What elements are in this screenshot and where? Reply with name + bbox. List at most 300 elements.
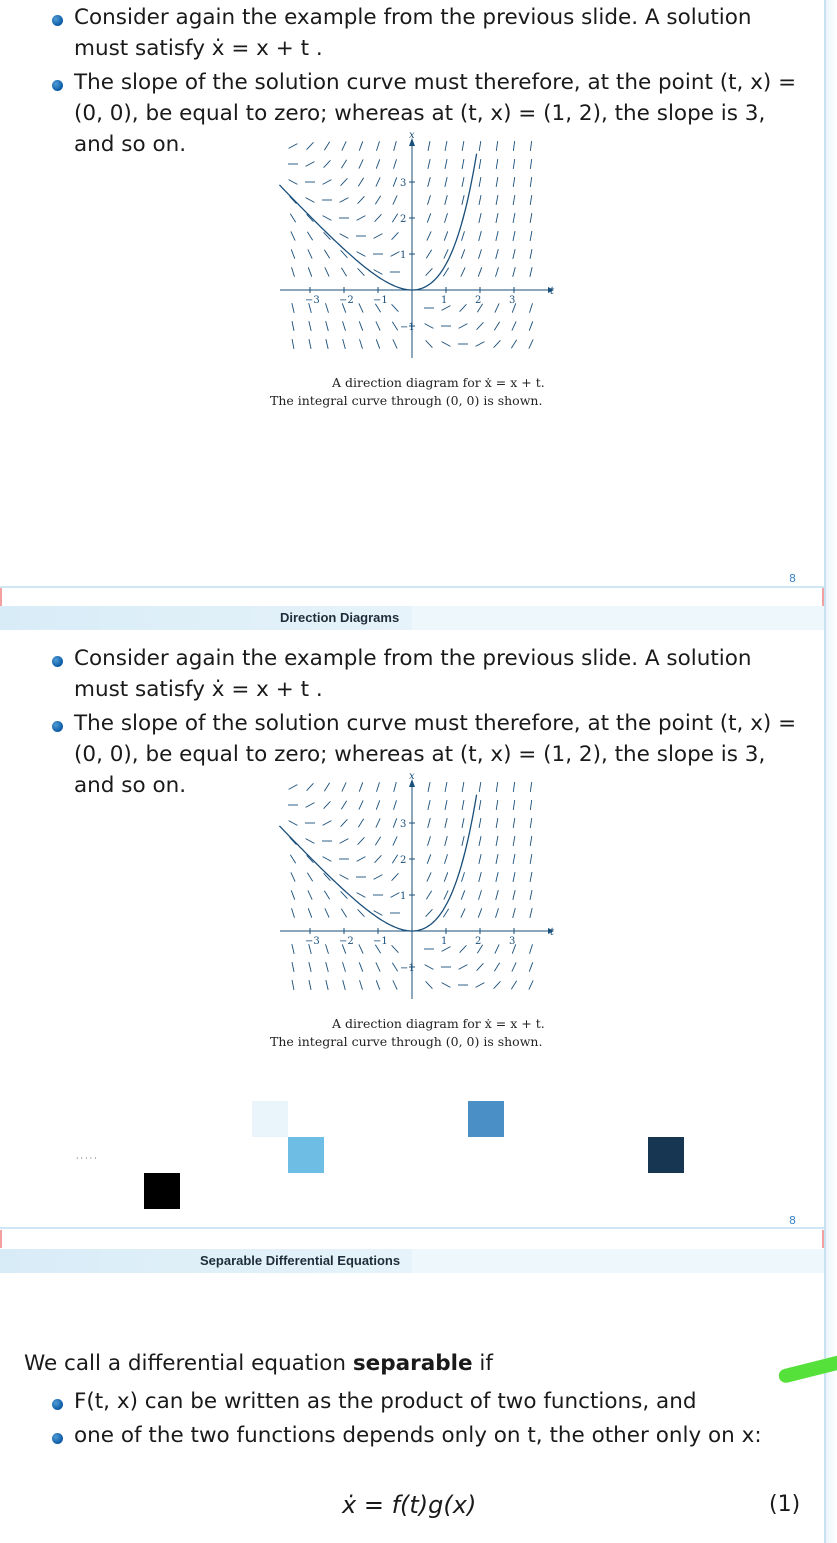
bullet-icon: [52, 1399, 63, 1410]
slope-segment: [376, 800, 380, 809]
slope-segment: [340, 234, 349, 239]
slope-segment: [427, 195, 430, 205]
slope-segment: [358, 268, 365, 275]
t-tick-label: −3: [305, 295, 320, 306]
slope-segment: [529, 303, 532, 313]
slope-segment: [495, 944, 499, 953]
slope-segment: [428, 159, 430, 169]
slope-segment: [513, 267, 516, 277]
slope-segment: [426, 268, 433, 275]
bullet-icon: [52, 1433, 63, 1444]
slope-segment: [445, 836, 448, 846]
slope-segment: [323, 180, 332, 185]
slope-segment: [325, 303, 328, 313]
slope-segment: [326, 980, 328, 990]
slope-segment: [376, 782, 379, 792]
slope-segment: [479, 195, 481, 205]
slope-segment: [289, 785, 298, 790]
slope-segment: [426, 340, 433, 347]
bullet-icon: [52, 721, 63, 732]
x-tick-label: 1: [400, 891, 407, 902]
slope-segment: [496, 800, 498, 810]
slope-segment: [496, 782, 497, 792]
slope-segment: [462, 141, 464, 151]
slope-segment: [359, 980, 362, 990]
slope-segment: [529, 944, 532, 954]
figure-caption-line1: A direction diagram for ẋ = x + t.: [332, 375, 545, 390]
slope-segment: [513, 249, 515, 259]
slope-segment: [479, 854, 481, 864]
slope-segment: [340, 839, 349, 844]
t-tick-label: 1: [441, 936, 448, 947]
slope-segment: [392, 214, 397, 222]
slope-segment: [513, 141, 514, 151]
slope-segment: [425, 324, 434, 329]
slope-segment: [394, 141, 397, 151]
slope-segment: [357, 216, 366, 221]
slide-header-bar-right: [412, 1249, 824, 1273]
slope-segment: [496, 854, 498, 864]
intro-bold-term: separable: [352, 1351, 473, 1376]
slope-segment: [325, 267, 329, 276]
slope-segment: [426, 909, 433, 916]
slope-segment: [376, 818, 380, 827]
slope-segment: [359, 962, 363, 971]
slope-segment: [494, 322, 499, 330]
slope-segment: [393, 800, 396, 810]
slope-segment: [460, 945, 467, 952]
x-tick-label: 2: [400, 855, 407, 866]
slope-segment: [530, 267, 532, 277]
slope-segment: [340, 875, 349, 880]
t-axis-label: t: [550, 286, 555, 297]
slide-divider: [0, 1227, 824, 1229]
render-artifact-square: [468, 1101, 504, 1137]
slope-segment: [357, 252, 366, 257]
slide-direction-diagrams-b: [0, 641, 824, 1231]
slope-segment: [374, 234, 383, 239]
slope-segment: [306, 198, 315, 203]
slope-segment: [461, 267, 465, 276]
slope-segment: [530, 818, 531, 828]
slope-segment: [289, 821, 298, 826]
slope-segment: [496, 818, 498, 828]
slope-segment: [461, 231, 464, 241]
slope-segment: [375, 855, 382, 862]
slope-segment: [376, 321, 380, 330]
slope-segment: [479, 213, 481, 223]
slope-segment: [513, 213, 515, 223]
slope-segment: [496, 177, 498, 187]
bullet-item: [52, 643, 812, 705]
t-axis-label: t: [550, 927, 555, 938]
slide-header-bar-right: [412, 606, 824, 630]
slope-segment: [442, 306, 451, 311]
slope-segment: [427, 872, 431, 881]
slope-segment: [460, 304, 467, 311]
slope-segment: [292, 944, 294, 954]
slope-segment: [462, 818, 464, 828]
t-tick-label: −1: [373, 936, 388, 947]
slope-segment: [326, 321, 329, 331]
slope-segment: [306, 803, 315, 808]
slope-segment: [325, 944, 328, 954]
slope-segment: [445, 800, 447, 810]
slope-segment: [495, 303, 499, 312]
slope-segment: [462, 800, 464, 810]
t-tick-label: 2: [475, 936, 482, 947]
render-artifact-square: [288, 1137, 324, 1173]
equation-number: (1): [769, 1492, 801, 1517]
slope-segment: [391, 252, 400, 257]
slope-segment: [426, 981, 433, 988]
slope-segment: [308, 908, 312, 917]
slope-segment: [496, 231, 498, 241]
slide-header-title: Separable Differential Equations: [200, 1253, 401, 1268]
slope-segment: [530, 231, 532, 241]
render-artifact-square: [648, 1137, 684, 1173]
slope-segment: [359, 944, 363, 953]
slope-segment: [478, 267, 482, 276]
x-tick-label: −1: [400, 963, 415, 974]
slope-segment: [530, 890, 532, 900]
x-axis-label: x: [409, 132, 415, 141]
bullet-icon: [52, 656, 63, 667]
slope-segment: [461, 908, 465, 917]
slope-segment: [323, 821, 332, 826]
slope-segment: [511, 340, 516, 348]
slope-segment: [459, 965, 468, 970]
slope-segment: [324, 142, 329, 150]
slope-segment: [494, 981, 501, 988]
slope-segment: [323, 857, 332, 862]
slope-segment: [393, 980, 397, 989]
slope-segment: [530, 854, 532, 864]
slope-segment: [359, 303, 363, 312]
slope-segment: [479, 159, 481, 169]
slope-segment: [307, 783, 314, 790]
bullet-item: [52, 2, 812, 64]
slope-segment: [393, 818, 397, 827]
bullet-text: The slope of the solution curve must therefore, at the point (t, x) = (0, 0), be equal to zero; whereas at (t, x) = (1, 2), the slope is 3, and so on.: [74, 711, 797, 798]
slope-segment: [494, 340, 501, 347]
slope-segment: [358, 196, 365, 203]
slope-segment: [512, 321, 516, 330]
bullet-item: [52, 1386, 812, 1417]
slope-segment: [393, 177, 397, 186]
slope-segment: [376, 177, 380, 186]
slope-segment: [358, 819, 363, 827]
slope-segment: [476, 342, 485, 347]
slope-segment: [392, 963, 397, 971]
slope-segment: [340, 198, 349, 203]
slope-segment: [376, 962, 380, 971]
x-tick-label: 3: [400, 178, 407, 189]
slope-segment: [309, 962, 311, 972]
slope-segment: [306, 839, 315, 844]
slope-segment: [359, 159, 363, 168]
slope-segment: [392, 322, 397, 330]
slope-segment: [496, 141, 497, 151]
x-tick-label: −1: [400, 322, 415, 333]
direction-diagram-figure: [270, 132, 560, 412]
slope-segment: [341, 160, 346, 168]
slope-segment: [307, 142, 314, 149]
slope-segment: [291, 890, 295, 899]
slope-segment: [513, 177, 515, 187]
t-tick-label: 3: [509, 936, 516, 947]
slope-segment: [376, 339, 380, 348]
slope-segment: [308, 267, 312, 276]
slope-segment: [462, 195, 464, 205]
slope-segment: [477, 963, 484, 970]
slope-segment: [529, 980, 533, 989]
slope-segment: [290, 855, 295, 863]
slope-segment: [496, 872, 498, 882]
slide-header-title: Direction Diagrams: [280, 610, 400, 625]
slope-segment: [513, 818, 515, 828]
slope-segment: [358, 909, 365, 916]
slope-segment: [427, 231, 431, 240]
slope-segment: [291, 872, 295, 881]
slope-segment: [357, 857, 366, 862]
direction-diagram-plot: [270, 132, 560, 364]
slope-segment: [445, 141, 447, 151]
t-tick-label: 3: [509, 295, 516, 306]
render-artifact-square: [144, 1173, 180, 1209]
slope-segment: [530, 872, 532, 882]
slide-edge-marker: [822, 588, 824, 606]
slope-segment: [513, 195, 515, 205]
separable-definition: [24, 1348, 493, 1379]
slope-segment: [530, 800, 531, 810]
slope-segment: [359, 782, 363, 791]
slope-segment: [494, 963, 499, 971]
slide-divider: [0, 586, 824, 588]
slope-segment: [445, 818, 447, 828]
x-tick-label: 2: [400, 214, 407, 225]
slope-segment: [529, 962, 533, 971]
slope-segment: [359, 800, 363, 809]
slope-segment: [358, 178, 363, 186]
slope-segment: [289, 180, 298, 185]
slope-segment: [495, 267, 498, 277]
slope-segment: [530, 159, 531, 169]
slope-segment: [393, 195, 397, 204]
slope-segment: [479, 818, 481, 828]
slope-segment: [376, 159, 380, 168]
slope-segment: [428, 782, 430, 792]
direction-diagram-plot: [270, 773, 560, 1005]
slope-segment: [496, 836, 498, 846]
slope-segment: [376, 141, 379, 151]
bullet-text: one of the two functions depends only on t, the other only on x:: [74, 1423, 762, 1448]
slope-segment: [443, 909, 448, 917]
slope-segment: [342, 962, 345, 972]
slope-segment: [427, 854, 431, 863]
slope-segment: [428, 177, 431, 187]
slope-segment: [375, 837, 380, 845]
slope-segment: [374, 911, 383, 916]
slope-segment: [427, 213, 431, 222]
t-tick-label: −3: [305, 936, 320, 947]
slope-segment: [306, 162, 315, 167]
slope-segment: [292, 980, 294, 990]
slope-segment: [530, 908, 532, 918]
slope-segment: [393, 836, 397, 845]
slope-segment: [308, 249, 312, 258]
t-tick-label: −1: [373, 295, 388, 306]
slope-segment: [479, 782, 481, 792]
slope-segment: [462, 159, 464, 169]
slope-segment: [359, 339, 362, 349]
figure-caption-line2: The integral curve through (0, 0) is shown.: [270, 1034, 543, 1049]
slope-segment: [291, 249, 295, 258]
slope-segment: [292, 339, 294, 349]
slope-segment: [478, 908, 482, 917]
slope-segment: [307, 873, 312, 881]
slide-edge-marker: [0, 588, 2, 606]
slope-segment: [442, 342, 451, 347]
slope-segment: [375, 196, 380, 204]
slope-segment: [342, 321, 345, 331]
slope-segment: [530, 782, 531, 792]
slope-segment: [479, 836, 481, 846]
slope-segment: [530, 836, 532, 846]
slope-segment: [290, 837, 297, 844]
slope-segment: [359, 321, 363, 330]
slope-segment: [529, 321, 533, 330]
slope-segment: [309, 321, 311, 331]
x-axis-label: x: [409, 773, 415, 782]
bullet-item: [52, 1420, 812, 1451]
slide-header-bar: [0, 606, 412, 630]
slope-segment: [343, 339, 346, 349]
slope-segment: [428, 800, 430, 810]
slope-segment: [530, 177, 531, 187]
slope-segment: [513, 231, 515, 241]
slope-segment: [513, 890, 515, 900]
slope-segment: [428, 818, 431, 828]
slope-segment: [426, 891, 431, 899]
slope-segment: [290, 196, 297, 203]
slide-header-bar: [0, 1249, 412, 1273]
slope-segment: [292, 962, 294, 972]
slope-segment: [511, 981, 516, 989]
slope-segment: [477, 322, 484, 329]
slope-segment: [513, 908, 516, 918]
slope-segment: [479, 141, 481, 151]
slope-segment: [394, 782, 397, 792]
right-edge-line: [824, 0, 826, 1543]
slope-segment: [461, 872, 464, 882]
slope-segment: [443, 268, 448, 276]
slope-segment: [325, 908, 329, 917]
slope-segment: [462, 177, 464, 187]
slope-segment: [513, 872, 515, 882]
slope-segment: [342, 782, 346, 791]
slope-segment: [326, 339, 328, 349]
t-tick-label: −2: [339, 295, 354, 306]
slope-segment: [359, 141, 363, 150]
slope-segment: [343, 980, 346, 990]
slope-segment: [513, 836, 515, 846]
intro-prefix: We call a differential equation: [24, 1351, 353, 1376]
slope-segment: [496, 249, 499, 259]
slope-segment: [291, 231, 295, 240]
slope-segment: [530, 141, 531, 151]
slope-segment: [479, 872, 482, 882]
slope-segment: [324, 160, 331, 167]
slide-edge-marker: [822, 1230, 824, 1248]
slope-segment: [459, 324, 468, 329]
slope-segment: [425, 965, 434, 970]
slope-segment: [427, 836, 430, 846]
slope-segment: [392, 945, 399, 952]
slope-segment: [341, 819, 348, 826]
slope-segment: [478, 249, 481, 259]
slope-segment: [309, 339, 311, 349]
slope-segment: [374, 875, 383, 880]
x-tick-label: 3: [400, 819, 407, 830]
slope-segment: [445, 195, 448, 205]
slope-segment: [341, 178, 348, 185]
slope-segment: [308, 890, 312, 899]
slope-segment: [462, 836, 464, 846]
slope-segment: [513, 800, 514, 810]
slope-segment: [374, 270, 383, 275]
page-number: 8: [789, 1214, 796, 1227]
figure-caption-line2: The integral curve through (0, 0) is shown.: [270, 393, 543, 408]
slide-direction-diagrams-a: [0, 0, 824, 600]
slope-segment: [291, 267, 294, 277]
slope-segment: [496, 890, 499, 900]
slope-segment: [290, 214, 295, 222]
slope-segment: [495, 908, 498, 918]
slope-segment: [461, 249, 465, 258]
slope-segment: [291, 908, 294, 918]
slope-segment: [324, 250, 329, 258]
slope-segment: [479, 800, 481, 810]
slope-segment: [444, 854, 447, 864]
slope-segment: [323, 216, 332, 221]
bullet-text: The slope of the solution curve must therefore, at the point (t, x) = (0, 0), be equal to zero; whereas at (t, x) = (1, 2), the slope is 3, and so on.: [74, 70, 797, 157]
slope-segment: [392, 855, 397, 863]
slope-segment: [445, 159, 447, 169]
slope-segment: [392, 304, 399, 311]
slope-segment: [442, 947, 451, 952]
slope-segment: [444, 213, 447, 223]
slope-segment: [496, 159, 498, 169]
intro-suffix: if: [472, 1351, 493, 1376]
t-tick-label: 1: [441, 295, 448, 306]
slope-segment: [442, 983, 451, 988]
separable-equation: ẋ = f(t)g(x): [342, 1491, 477, 1519]
slope-segment: [292, 303, 294, 313]
slope-segment: [444, 249, 448, 258]
slope-segment: [479, 177, 481, 187]
slope-segment: [341, 909, 346, 917]
slope-segment: [530, 195, 532, 205]
slope-segment: [445, 782, 447, 792]
bullet-text: Consider again the example from the previous slide. A solution must satisfy ẋ = x + t .: [74, 5, 752, 61]
x-tick-label: 1: [400, 250, 407, 261]
slope-segment: [462, 782, 464, 792]
slope-segment: [357, 893, 366, 898]
slope-segment: [529, 339, 533, 348]
slope-segment: [530, 249, 532, 259]
slope-segment: [393, 159, 396, 169]
